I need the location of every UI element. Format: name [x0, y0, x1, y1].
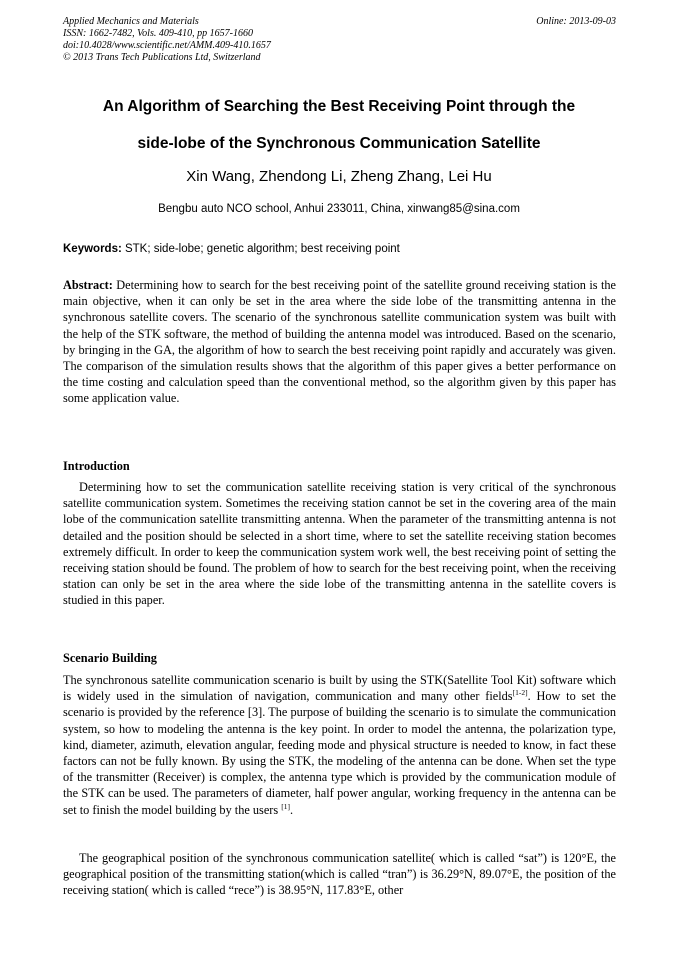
journal-copyright: © 2013 Trans Tech Publications Ltd, Switzerland — [63, 52, 261, 63]
geographic-position-paragraph: The geographical position of the synchronous communication satellite( which is called “sat”) is 120°E, the geographical position of the transmitting station(which is called “tran”) is 36.29°N, 89.07°E, the position of the receiving station( which is called “rece”) is 38.95°N, 117.83°E, other — [63, 851, 616, 898]
paper-title-line-1: An Algorithm of Searching the Best Receiving Point through the — [102, 98, 576, 115]
keywords-text: STK; side-lobe; genetic algorithm; best receiving point — [121, 243, 400, 255]
abstract-label: Abstract: — [63, 278, 113, 292]
citation-1: [1] — [281, 801, 290, 811]
introduction-heading: Introduction — [63, 459, 130, 473]
journal-doi: doi:10.4028/www.scientific.net/AMM.409-410.1657 — [63, 40, 271, 51]
paper-title — [40, 88, 638, 162]
author-list: Xin Wang, Zhendong Li, Zheng Zhang, Lei Hu — [186, 168, 492, 185]
scenario-text-3: . — [290, 802, 294, 817]
keywords-line — [63, 241, 616, 257]
scenario-paragraph — [63, 672, 616, 818]
introduction-paragraph: Determining how to set the communication satellite receiving station is very critical of the synchronous satellite communication system. Sometimes the receiving station cannot be set in the covering area of the main lobe of the communication satellite transmitting antenna. When the parameter of the transmitting antenna is not detailed and the position should be selected in a short time, where to set the satellite receiving station becomes extremely difficult. In order to keep the communication system work well, the best receiving point of setting the receiving station should be found. The problem of how to search for the best receiving point, when the receiving station can only be set in the area where the side lobe of the transmitting antenna in the satellite covers is studied in this paper. — [63, 480, 616, 608]
journal-name: Applied Mechanics and Materials — [63, 16, 199, 27]
author-affiliation: Bengbu auto NCO school, Anhui 233011, China, xinwang85@sina.com — [158, 203, 520, 215]
abstract-text: Determining how to search for the best receiving point of the satellite ground receiving station is the main objective, when it can only be set in the area where the side lobe of the transmitting antenna in the synchronous satellite covers. The scenario of the synchronous satellite communication system was built with the help of the STK software, the method of building the antenna model was introduced. Based on the scenario, by bringing in the GA, the algorithm of how to search the best receiving point rapidly and accurately was given. The comparison of the simulation results shows that the algorithm of this paper gives a better performance on the time costing and calculation speed than the conventional method, so the algorithm given by this paper has some application value. — [63, 278, 616, 406]
citation-1-2: [1-2] — [512, 688, 528, 698]
paper-title-line-2: side-lobe of the Synchronous Communication Satellite — [137, 135, 541, 152]
scenario-text-2: . How to set the scenario is provided by the reference [3]. The purpose of building the scenario is to simulate the communication system, so how to modeling the antenna is the key point. In order to model the antenna, the polarization type, kind, diameter, azimuth, elevation angular, feeding mode and physical structure is needed to know, in fact these factors can not be fully known. By using the STK, the modeling of the antenna can be done. When set the type of the transmitter (Receiver) is complex, the antenna type which is provided by the communication module of the STK can be used. The parameters of diameter, half power angular, working frequency in the antenna can be set to finish the model building by the users — [63, 689, 616, 817]
online-date: Online: 2013-09-03 — [536, 16, 616, 27]
journal-header — [63, 16, 616, 64]
abstract-paragraph — [63, 277, 616, 407]
scenario-heading: Scenario Building — [63, 651, 157, 665]
scenario-text-1: The synchronous satellite communication scenario is built by using the STK(Satellite Tool Kit) software which is widely used in the simulation of navigation, communication and many other fields — [63, 673, 616, 704]
journal-issn: ISSN: 1662-7482, Vols. 409-410, pp 1657-1660 — [63, 28, 253, 39]
keywords-label: Keywords: — [63, 243, 122, 255]
